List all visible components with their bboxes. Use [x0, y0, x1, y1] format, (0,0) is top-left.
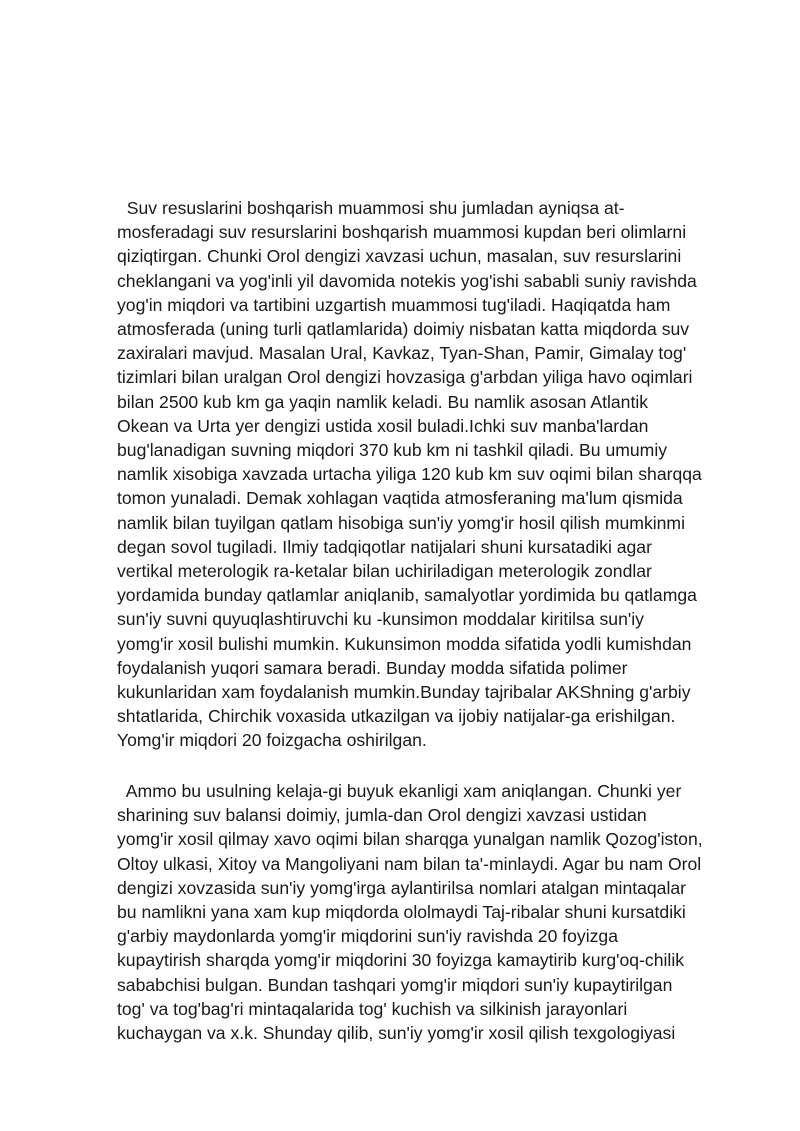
text-line: tomon yunaladi. Demak xohlagan vaqtida atmosferaning ma'lum qismida — [117, 488, 683, 509]
text-line: tog' va tog'bag'ri mintaqalarida tog' kuchish va silkinish jarayonlari — [117, 998, 628, 1019]
text-line: sababchisi bulgan. Bundan tashqari yomg'ir miqdori sun'iy kupaytirilgan — [117, 974, 673, 995]
text-line: zaxiralari mavjud. Masalan Ural, Kavkaz, Tyan-Shan, Pamir, Gimalay tog' — [117, 343, 687, 364]
text-line: namlik xisobiga xavzada urtacha yiliga 120 kub km suv oqimi bilan sharqqa — [117, 464, 702, 485]
text-line: yomg'ir xosil qilmay xavo oqimi bilan sharqga yunalgan namlik Qozog'iston, — [117, 829, 703, 850]
text-line: degan sovol tugiladi. Ilmiy tadqiqotlar natijalari shuni kursatadiki agar — [117, 536, 652, 557]
text-line: kukunlaridan xam foydalanish mumkin.Bunday tajribalar AKShning g'arbiy — [117, 682, 691, 703]
text-line: mosferadagi suv resurslarini boshqarish muammosi kupdan beri olimlarni — [117, 222, 687, 243]
text-line: tizimlari bilan uralgan Orol dengizi hovzasiga g'arbdan yiliga havo oqimlari — [117, 367, 693, 388]
text-line: kuchaygan va x.k. Shunday qilib, sun'iy yomg'ir xosil qilish texgologiyasi — [117, 1023, 676, 1044]
text-line: bu namlikni yana xam kup miqdorda ololmaydi Taj-ribalar shuni kursatdiki — [117, 902, 686, 923]
text-line: vertikal meterologik ra-ketalar bilan uchiriladigan meterologik zondlar — [117, 561, 652, 582]
text-line: g'arbiy maydonlarda yomg'ir miqdorini sun'iy ravishda 20 foyizga — [117, 926, 618, 947]
text-line: Suv resuslarini boshqarish muammosi shu jumladan ayniqsa at- — [117, 198, 625, 218]
text-line: atmosferada (uning turli qatlamlarida) doimiy nisbatan katta miqdorda suv — [117, 319, 690, 340]
paragraph-2 — [117, 779, 757, 1045]
text-line: yog'in miqdori va tartibini uzgartish muammosi tug'iladi. Haqiqatda ham — [117, 294, 671, 315]
text-line: cheklangani va yog'inli yil davomida notekis yog'ishi sababli suniy ravishda — [117, 270, 697, 291]
text-line: Yomg'ir miqdori 20 foizgacha oshirilgan. — [117, 730, 427, 751]
text-line: shtatlarida, Chirchik voxasida utkazilgan va ijobiy natijalar-ga erishilgan. — [117, 706, 676, 727]
text-line: Okean va Urta yer dengizi ustida xosil buladi.Ichki suv manba'lardan — [117, 415, 649, 436]
text-line: yomg'ir xosil bulishi mumkin. Kukunsimon modda sifatida yodli kumishdan — [117, 633, 692, 654]
text-line: foydalanish yuqori samara beradi. Bunday modda sifatida polimer — [117, 657, 628, 678]
text-line: bilan 2500 kub km ga yaqin namlik keladi. Bu namlik asosan Atlantik — [117, 391, 649, 412]
text-line: bug'lanadigan suvning miqdori 370 kub km ni tashkil qiladi. Bu umumiy — [117, 440, 668, 461]
text-line: Oltoy ulkasi, Xitoy va Mangoliyani nam bilan ta'-minlaydi. Agar bu nam Orol — [117, 853, 702, 874]
text-line: qiziqtirgan. Chunki Orol dengizi xavzasi uchun, masalan, suv resurslarini — [117, 246, 682, 267]
paragraph-1 — [117, 196, 757, 753]
text-line: kupaytirish sharqda yomg'ir miqdorini 30 foyizga kamaytirib kurg'oq-chilik — [117, 950, 685, 971]
text-line: sharining suv balansi doimiy, jumla-dan Orol dengizi xavzasi ustidan — [117, 805, 647, 826]
text-line: yordamida bunday qatlamlar aniqlanib, samalyotlar yordimida bu qatlamga — [117, 585, 697, 606]
text-line: Ammo bu usulning kelaja-gi buyuk ekanligi xam aniqlangan. Chunki yer — [117, 781, 682, 801]
text-line: dengizi xovzasida sun'iy yomg'irga aylantirilsa nomlari atalgan mintaqalar — [117, 877, 687, 898]
text-line: namlik bilan tuyilgan qatlam hisobiga sun'iy yomg'ir hosil qilish mumkinmi — [117, 512, 685, 533]
text-line: sun'iy suvni quyuqlashtiruvchi ku -kunsimon moddalar kiritilsa sun'iy — [117, 609, 644, 630]
